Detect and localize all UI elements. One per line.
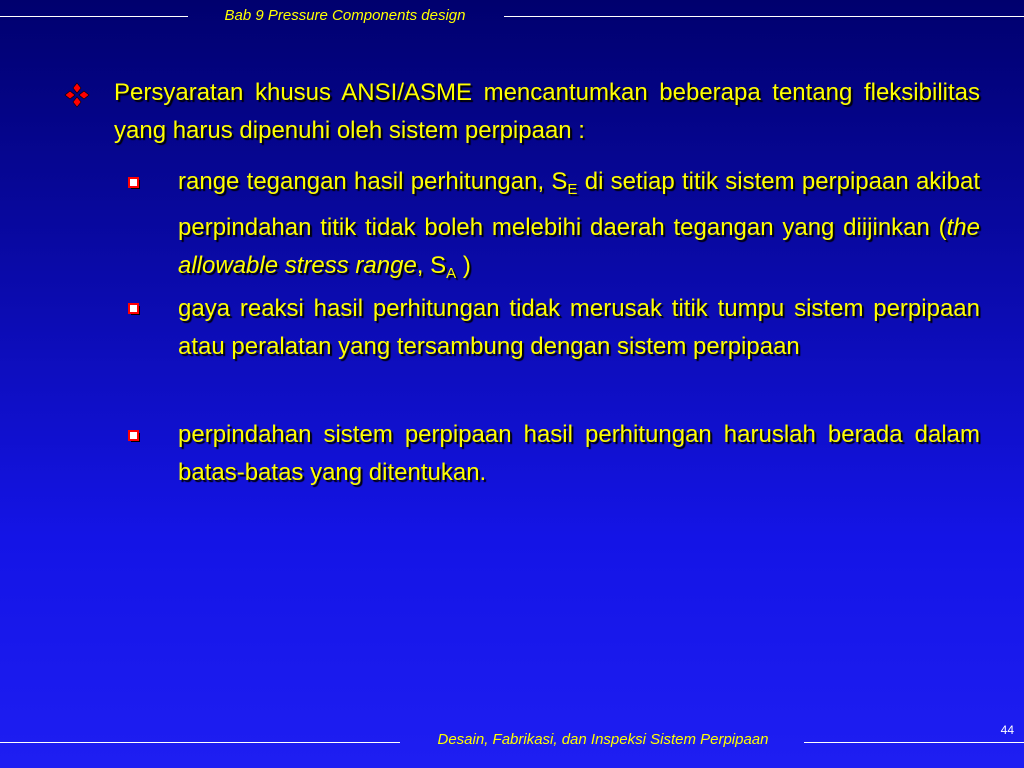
hollow-square-bullet-icon [128, 303, 140, 315]
header-title: Bab 9 Pressure Components design [224, 7, 466, 24]
italic-term: the allowable stress range [178, 214, 980, 279]
list-item [178, 163, 980, 293]
page-number: 44 [1000, 723, 1014, 737]
header-line-right [504, 16, 1024, 17]
subscript: A [446, 265, 457, 282]
item-text: , S [416, 252, 447, 279]
footer-line-right [804, 742, 1024, 743]
item-text: ) [456, 252, 471, 279]
list-item: gaya reaksi hasil perhitungan tidak merusak titik tumpu sistem perpipaan atau peralatan yang tersambung dengan sistem perpipaan [178, 295, 980, 360]
intro-paragraph: Persyaratan khusus ANSI/ASME mencantumkan beberapa tentang fleksibilitas yang harus dipenuhi oleh sistem perpipaan : [114, 79, 980, 144]
hollow-square-bullet-icon [128, 430, 140, 442]
list-item: perpindahan sistem perpipaan hasil perhitungan haruslah berada dalam batas-batas yang ditentukan. [178, 421, 980, 486]
subscript: E [567, 181, 578, 198]
footer-line-left [0, 742, 400, 743]
header-line-left [0, 16, 188, 17]
diamond-cluster-bullet-icon [64, 82, 90, 108]
item-text: range tegangan hasil perhitungan, S [178, 168, 568, 195]
item-text: di setiap titik sistem perpipaan akibat perpindahan titik tidak boleh melebihi daerah tegangan yang diijinkan ( [178, 168, 980, 241]
footer-title: Desain, Fabrikasi, dan Inspeksi Sistem Perpipaan [437, 731, 769, 748]
hollow-square-bullet-icon [128, 177, 140, 189]
